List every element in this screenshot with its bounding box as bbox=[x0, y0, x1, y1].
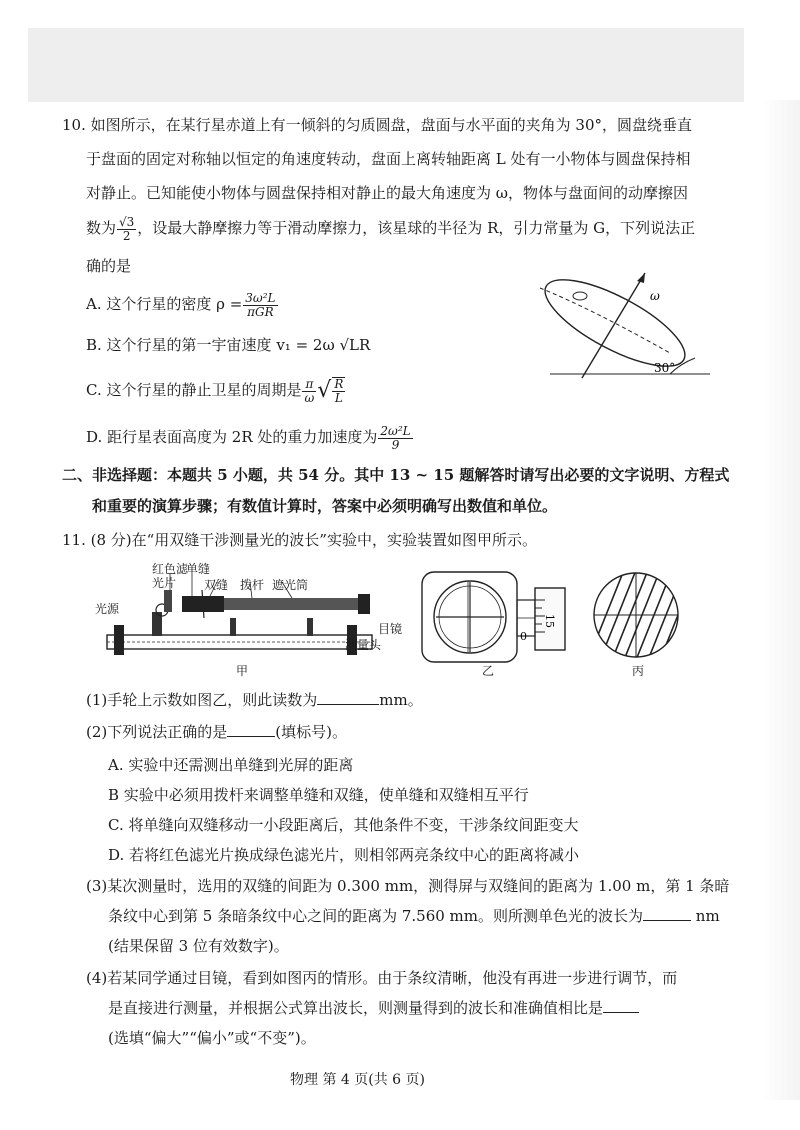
page-footer: 物理 第 4 页(共 6 页) bbox=[290, 1072, 425, 1088]
q11-part-4-line-3: (选填“偏大”“偏小”或“不变”)。 bbox=[108, 1029, 316, 1047]
q11-part-1: (1)手轮上示数如图乙，则此读数为 mm。 bbox=[86, 691, 423, 709]
label-eyepiece: 目镜 bbox=[378, 622, 403, 636]
q10-option-b: B. 这个行星的第一宇宙速度 v₁ = 2ω √LR bbox=[86, 336, 371, 354]
coefficient-fraction: $\frac{√3}{2}$ bbox=[119, 214, 135, 243]
scale-15: 15 bbox=[543, 614, 556, 628]
q11-option-a: A. 实验中还需测出单缝到光屏的距离 bbox=[108, 756, 354, 774]
angle-label: 30° bbox=[654, 361, 676, 375]
label-filter-line1: 红色滤 bbox=[152, 562, 189, 576]
q10-line-3: 对静止。已知能使小物体与圆盘保持相对静止的最大角速度为 ω，物体与盘面间的动摩擦因 bbox=[86, 184, 689, 202]
q10-line-1: 10. 如图所示，在某行星赤道上有一倾斜的匀质圆盘，盘面与水平面的夹角为 30°，圆盘绕垂直 bbox=[62, 116, 692, 134]
section2-line-2: 和重要的演算步骤；有数值计算时，答案中必须明确写出数值和单位。 bbox=[92, 497, 558, 515]
q11-option-c: C. 将单缝向双缝移动一小段距离后，其他条件不变，干涉条纹间距变大 bbox=[108, 816, 579, 834]
tilted-disk-figure bbox=[530, 268, 730, 388]
q11-option-d: D. 若将红色滤光片换成绿色滤光片，则相邻两亮条纹中心的距离将减小 bbox=[108, 846, 580, 864]
q10-line-4: 数为 $\frac{√3}{2}$ ，设最大静摩擦力等于滑动摩擦力，该星球的半径为 R，引力常量为 G，下列说法正 bbox=[86, 214, 696, 243]
caption-bing: 丙 bbox=[632, 664, 645, 678]
q11-part-4-line-2: 是直接进行测量，并根据公式算出波长，则测量得到的波长和准确值相比是 bbox=[108, 998, 639, 1018]
label-rod: 拨杆 bbox=[240, 578, 265, 592]
caption-jia: 甲 bbox=[236, 664, 249, 678]
scan-shadow-band bbox=[28, 28, 744, 102]
q10-option-c: C. 这个行星的静止卫星的周期是 $\frac{\pi}{\omega}$ √ $\frac{R}{L}$ bbox=[86, 376, 344, 405]
eyepiece-view-bing bbox=[586, 570, 686, 660]
q11-part-3-line-3: (结果保留 3 位有效数字)。 bbox=[108, 937, 289, 955]
q10-option-a: A. 这个行星的密度 ρ = $\frac{\text{3ω²L}}{\text{πGR}}$ bbox=[86, 290, 276, 319]
q11-intro: 11. (8 分)在“用双缝干涉测量光的波长”实验中，实验装置如图甲所示。 bbox=[62, 531, 537, 549]
q10-line-2: 于盘面的固定对称轴以恒定的角速度转动，盘面上离转轴距离 L 处有一小物体与圆盘保持相 bbox=[86, 150, 691, 168]
q11-option-b: B 实验中必须用拨杆来调整单缝和双缝，使单缝和双缝相互平行 bbox=[108, 786, 529, 804]
label-tube: 遮光筒 bbox=[272, 578, 309, 592]
q11-part-2: (2)下列说法正确的是 (填标号)。 bbox=[86, 723, 347, 741]
q11-part-4-line-1: (4)若某同学通过目镜，看到如图丙的情形。由于条纹清晰，他没有再进一步进行调节，而 bbox=[86, 969, 678, 987]
label-measuring-head: 测量头 bbox=[345, 638, 382, 652]
omega-label: ω bbox=[650, 289, 660, 303]
label-single-slit: 单缝 bbox=[186, 562, 211, 576]
micrometer-figure-yi bbox=[420, 570, 570, 665]
q10-line-5: 确的是 bbox=[86, 257, 132, 275]
q11-part-3-line-1: (3)某次测量时，选用的双缝的间距为 0.300 mm，测得屏与双缝间的距离为 1.00 m，第 1 条暗 bbox=[86, 877, 730, 895]
label-light-source: 光源 bbox=[95, 602, 120, 616]
section2-line-1: 二、非选择题：本题共 5 小题，共 54 分。其中 13 ~ 15 题解答时请写出必要的文字说明、方程式 bbox=[62, 466, 730, 484]
q11-part-3-line-2: 条纹中心到第 5 条暗条纹中心之间的距离为 7.560 mm。则所测单色光的波长为 nm bbox=[108, 907, 720, 925]
scale-0: 0 bbox=[520, 630, 527, 643]
q10-option-d: D. 距行星表面高度为 2R 处的重力加速度为 $\frac{\text{2ω²L}}{9}$ bbox=[86, 423, 411, 452]
caption-yi: 乙 bbox=[482, 664, 495, 678]
label-double-slit: 双缝 bbox=[204, 578, 229, 592]
scan-edge-shade bbox=[762, 100, 800, 1100]
label-filter-line2: 光片 bbox=[152, 576, 177, 590]
